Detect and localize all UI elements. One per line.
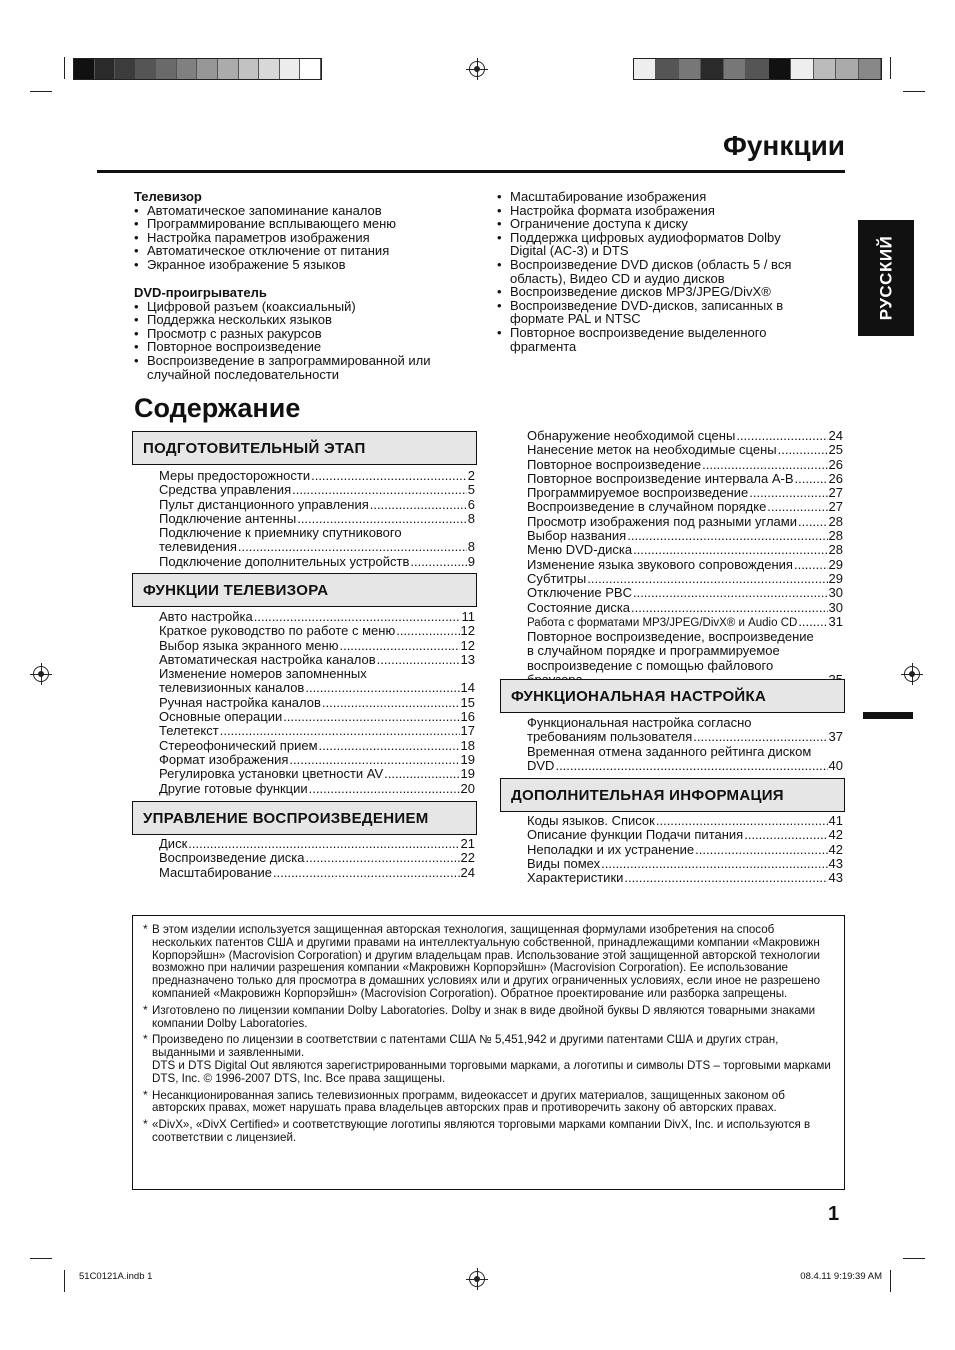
section-header-playback: УПРАВЛЕНИЕ ВОСПРОИЗВЕДЕНИЕМ <box>132 801 477 835</box>
crop-mark <box>30 91 52 92</box>
legal-note: * Несанкционированная запись телевизионных программ, видеокассет и других материалов, защищенных законом об авторских правах, может нарушать права владельцев авторских прав и противоречить закону об авторских правах. <box>143 1087 785 1115</box>
toc-entry: Временная отмена заданного рейтинга диском <box>527 743 812 759</box>
toc-entry-title: требованиям пользователя <box>527 729 693 745</box>
color-swatch <box>701 59 723 79</box>
feature-item-continued: область), Видео CD и аудио дисков <box>510 270 725 286</box>
crop-mark <box>64 57 65 79</box>
legal-note: * Произведено по лицензии в соответствии с патентами США № 5,451,942 и другими патентами США и других стран, выданными и заявленными. <box>143 1032 779 1060</box>
toc-entry-title: Регулировка установки цветности AV <box>159 766 384 782</box>
feature-item-continued: формате PAL и NTSC <box>510 311 641 327</box>
color-swatch <box>136 59 157 79</box>
color-swatch <box>74 59 95 79</box>
toc-entry-title: Изменение языка звукового сопровождения <box>527 556 793 572</box>
toc-entry-page: 40 <box>828 757 843 773</box>
toc-entry-title: Подключение дополнительных устройств <box>159 553 410 569</box>
toc-leader-dots <box>377 653 460 667</box>
toc-entry-title: Краткое руководство по работе с меню <box>159 623 396 639</box>
feature-item: • Воспроизведение DVD дисков (область 5 / вся <box>497 258 842 272</box>
features-dvd <box>134 286 479 381</box>
toc-entry <box>527 515 843 529</box>
color-swatch <box>115 59 136 79</box>
feature-item: • Ограничение доступа к диску <box>497 217 842 231</box>
toc-leader-dots <box>702 458 827 472</box>
toc-leader-dots <box>798 515 828 529</box>
toc-entry-title: Отключение PBC <box>527 585 632 601</box>
toc-entry-page: 31 <box>828 613 843 629</box>
color-swatch <box>791 59 813 79</box>
toc-leader-dots <box>767 500 827 514</box>
toc-entry <box>159 483 475 497</box>
color-swatch <box>280 59 301 79</box>
toc-leader-dots <box>254 610 461 624</box>
toc-entry-title: Описание функции Подачи питания <box>527 827 744 843</box>
color-swatch <box>239 59 260 79</box>
color-swatch <box>836 59 858 79</box>
toc-leader-dots <box>273 866 460 880</box>
toc-list-tv <box>159 610 475 796</box>
toc-entry <box>159 724 475 738</box>
registration-mark-icon <box>469 61 485 77</box>
section-header-extra: ДОПОЛНИТЕЛЬНАЯ ИНФОРМАЦИЯ <box>500 778 845 812</box>
feature-item: • Программирование всплывающего меню <box>134 217 474 231</box>
toc-entry-title: телевизионных каналов <box>159 680 305 696</box>
toc-leader-dots <box>322 696 460 710</box>
toc-entry-page: 12 <box>460 637 475 653</box>
toc-entry <box>159 512 475 526</box>
toc-entry-title: Автоматическая настройка каналов <box>159 651 376 667</box>
features-tv-heading: Телевизор <box>134 189 202 204</box>
toc-leader-dots <box>693 730 827 744</box>
crop-mark <box>903 1258 925 1259</box>
toc-entry-title: Обнаружение необходимой сцены <box>527 428 736 443</box>
toc-entry <box>527 828 843 842</box>
toc-leader-dots <box>188 837 459 851</box>
feature-item: • Цифровой разъем (коаксиальный) <box>134 300 479 314</box>
toc-entry <box>159 753 475 767</box>
toc-entry <box>159 498 475 512</box>
toc-entry-page: 24 <box>460 864 475 880</box>
toc-entry <box>159 837 475 851</box>
color-swatch <box>218 59 239 79</box>
color-swatch <box>656 59 678 79</box>
toc-entry <box>527 814 843 828</box>
feature-item: • Экранное изображение 5 языков <box>134 258 474 272</box>
toc-entry <box>527 871 843 885</box>
legal-note: * Изготовлено по лицензии компании Dolby Laboratories. Dolby и знак в виде двойной буквы D являются товарными знаками компании Dolby Laboratories. <box>143 1002 816 1030</box>
feature-item-continued: фрагмента <box>510 338 577 354</box>
toc-entry <box>159 653 475 667</box>
toc-entry-title: Ручная настройка каналов <box>159 694 321 710</box>
toc-entry-page: 2 <box>467 468 475 483</box>
toc-leader-dots <box>384 767 459 781</box>
color-swatch <box>177 59 198 79</box>
toc-leader-dots <box>410 555 466 569</box>
toc-entry <box>527 730 843 744</box>
toc-entry-page: 8 <box>467 539 475 555</box>
feature-item: • Автоматическое отключение от питания <box>134 244 474 258</box>
section-header-tv: ФУНКЦИИ ТЕЛЕВИЗОРА <box>132 573 477 607</box>
crop-mark <box>64 1270 65 1292</box>
color-swatch <box>634 59 656 79</box>
crop-mark <box>903 91 925 92</box>
toc-entry: Повторное воспроизведение, воспроизведение <box>527 629 814 645</box>
color-swatch <box>300 59 321 79</box>
feature-item: • Поддержка нескольких языков <box>134 313 479 327</box>
features-dvd-heading: DVD-проигрыватель <box>134 285 267 300</box>
toc-leader-dots <box>695 843 827 857</box>
toc-entry-page: 26 <box>828 470 843 486</box>
toc-entry-title: Виды помех <box>527 855 601 871</box>
toc-entry <box>527 759 843 773</box>
toc-leader-dots <box>311 469 467 483</box>
color-swatch <box>814 59 836 79</box>
feature-item-continued: Digital (AC-3) и DTS <box>510 243 629 259</box>
toc-entry-page: 30 <box>828 585 843 601</box>
toc-entry <box>159 739 475 753</box>
toc-entry <box>159 681 475 695</box>
toc-entry <box>159 639 475 653</box>
toc-entry-title: Коды языков. Список <box>527 813 655 828</box>
toc-entry-page: 18 <box>460 737 475 753</box>
toc-entry-title: Состояние диска <box>527 599 631 615</box>
feature-item: • Настройка формата изображения <box>497 204 842 218</box>
toc-entry-page: 21 <box>460 836 475 851</box>
section-header-funcsetup: ФУНКЦИОНАЛЬНАЯ НАСТРОЙКА <box>500 679 845 713</box>
feature-item: • Настройка параметров изображения <box>134 231 474 245</box>
toc-title: Содержание <box>134 393 301 423</box>
toc-entry <box>527 558 843 572</box>
toc-entry: в случайном порядке и программируемое <box>527 643 780 659</box>
toc-entry-title: Воспроизведение в случайном порядке <box>527 499 767 515</box>
registration-mark-icon <box>469 1271 485 1287</box>
toc-leader-dots <box>220 724 460 738</box>
toc-list-playback-cont <box>527 429 843 687</box>
toc-entry-title: Повторное воспроизведение интервала A-B <box>527 470 794 486</box>
toc-entry-title: телевидения <box>159 539 237 555</box>
toc-leader-dots <box>370 498 467 512</box>
toc-entry <box>159 710 475 724</box>
toc-entry <box>527 486 843 500</box>
toc-entry <box>159 624 475 638</box>
color-swatch <box>679 59 701 79</box>
toc-entry <box>159 866 475 880</box>
toc-leader-dots <box>289 753 459 767</box>
toc-entry-page: 5 <box>467 482 475 498</box>
toc-entry-page: 28 <box>828 528 843 544</box>
toc-entry-page: 43 <box>828 870 843 886</box>
toc-entry-page: 28 <box>828 513 843 529</box>
toc-leader-dots <box>624 871 827 885</box>
page-number: 1 <box>828 1203 840 1225</box>
toc-entry-title: Авто настройка <box>159 609 253 624</box>
toc-entry-page: 20 <box>460 780 475 796</box>
crop-mark <box>890 1270 891 1292</box>
toc-entry-page: 37 <box>828 729 843 745</box>
toc-entry-title: Масштабирование <box>159 864 273 880</box>
toc-entry <box>527 429 843 443</box>
toc-entry <box>527 458 843 472</box>
features-tv <box>134 190 474 272</box>
color-swatch <box>769 59 791 79</box>
toc-entry <box>527 615 843 630</box>
toc-leader-dots <box>238 540 467 554</box>
language-tab <box>858 220 914 336</box>
toc-entry-title: Нанесение меток на необходимые сцены <box>527 442 777 458</box>
legal-note: * «DivX», «DivX Certified» и соответствующие логотипы являются торговыми марками компании DivX, Inc. и используются в соответствии с лицензией. <box>143 1117 811 1144</box>
color-calibration-bar-right <box>633 58 882 80</box>
toc-list-funcsetup <box>527 716 843 773</box>
legal-note: DTS и DTS Digital Out являются зарегистрированными торговыми марками, а логотипы и символы DTS – торговыми марками DTS, Inc. © 1996-2007 DTS, Inc. Все права защищены. <box>152 1058 831 1085</box>
toc-leader-dots <box>396 624 459 638</box>
toc-entry-title: Работа с форматами MP3/JPEG/DivX® и Audio CD <box>527 616 798 629</box>
registration-mark-icon <box>33 666 49 682</box>
toc-entry <box>527 500 843 514</box>
color-swatch <box>197 59 218 79</box>
toc-entry-page: 11 <box>461 609 475 624</box>
toc-leader-dots <box>305 681 459 695</box>
feature-item: • Воспроизведение дисков MP3/JPEG/DivX® <box>497 285 842 299</box>
toc-entry-page: 24 <box>828 428 843 443</box>
toc-leader-dots <box>319 739 460 753</box>
toc-entry <box>159 555 475 569</box>
toc-entry-page: 28 <box>828 542 843 558</box>
toc-entry-page: 14 <box>460 680 475 696</box>
toc-entry-title: Меры предосторожности <box>159 468 311 483</box>
color-swatch <box>724 59 746 79</box>
color-swatch <box>859 59 881 79</box>
toc-leader-dots <box>297 512 467 526</box>
toc-leader-dots <box>656 814 828 828</box>
toc-entry-title: Телетекст <box>159 723 219 739</box>
toc-leader-dots <box>631 601 828 615</box>
toc-entry-page: 26 <box>828 456 843 472</box>
toc-entry-page: 19 <box>460 766 475 782</box>
feature-item: • Автоматическое запоминание каналов <box>134 204 474 218</box>
toc-entry-title: Меню DVD-диска <box>527 542 633 558</box>
toc-entry-page: 6 <box>467 496 475 512</box>
toc-entry <box>527 572 843 586</box>
toc-leader-dots <box>309 782 460 796</box>
crop-mark <box>30 1258 52 1259</box>
toc-entry-page: 27 <box>828 499 843 515</box>
toc-entry-title: Диск <box>159 836 188 851</box>
toc-entry-title: DVD <box>527 757 555 773</box>
toc-entry-title: Повторное воспроизведение <box>527 456 702 472</box>
toc-entry <box>159 782 475 796</box>
toc-entry-title: Формат изображения <box>159 751 289 767</box>
toc-entry <box>159 851 475 865</box>
toc-entry-title: Пульт дистанционного управления <box>159 496 369 512</box>
registration-mark-icon <box>904 666 920 682</box>
toc-entry-title: Выбор языка экранного меню <box>159 637 339 653</box>
color-swatch <box>746 59 768 79</box>
toc-entry <box>159 696 475 710</box>
toc-leader-dots <box>601 857 827 871</box>
toc-entry-title: Стереофонический прием <box>159 737 318 753</box>
legal-note: * В этом изделии используется защищенная авторская технология, защищенная формулами изобретения на способ нескольких патентов США и другими правами на интеллектуальную собственной, принадлежащими компании «Макровижн Корпорэйшн» (Macrovision Corporation) и другим владельцам прав. Использование этой защищенной авторской технологии возможно при наличии разрешения компании «Макровижн Корпорэйшн» (Macrovision Corporation). Ее использование предназначено только для просмотра в домашних условиях или и других ограниченных условиях, если иное не разрешено компанией «Макровижн Корпорэйшн» (Macrovision Corporation). Обратное проектирование или разборка запрещены. <box>143 922 821 1000</box>
feature-item: • Повторное воспроизведение <box>134 340 479 354</box>
page-title: Функции <box>722 130 845 161</box>
feature-item: • Просмотр с разных ракурсов <box>134 327 479 341</box>
toc-leader-dots <box>736 429 827 443</box>
toc-entry-page: 29 <box>828 556 843 572</box>
toc-entry-page: 19 <box>460 751 475 767</box>
toc-entry-page: 15 <box>460 694 475 710</box>
toc-leader-dots <box>633 586 828 600</box>
toc-entry <box>159 540 475 554</box>
toc-entry-title: Субтитры <box>527 570 587 586</box>
toc-entry <box>527 543 843 557</box>
feature-item: • Воспроизведение DVD-дисков, записанных в <box>497 299 842 313</box>
toc-entry-page: 17 <box>460 723 475 739</box>
toc-entry <box>527 601 843 615</box>
side-marker <box>863 712 913 719</box>
toc-entry-title: Другие готовые функции <box>159 780 308 796</box>
toc-entry-page: 27 <box>828 485 843 501</box>
toc-entry <box>159 610 475 624</box>
toc-entry-title: Основные операции <box>159 709 283 725</box>
toc-entry-page: 13 <box>460 651 475 667</box>
toc-list-playback <box>159 837 475 880</box>
toc-entry-title: Средства управления <box>159 482 292 498</box>
toc-leader-dots <box>292 483 467 497</box>
toc-leader-dots <box>627 529 827 543</box>
toc-entry-title: Характеристики <box>527 870 624 886</box>
toc-entry <box>527 529 843 543</box>
toc-list-extra <box>527 814 843 885</box>
toc-entry-title: Просмотр изображения под разными углами <box>527 513 797 529</box>
feature-item: • Масштабирование изображения <box>497 190 842 204</box>
features-right <box>497 190 842 353</box>
toc-leader-dots <box>794 558 828 572</box>
feature-item-continued: случайной последовательности <box>147 366 340 382</box>
toc-entry-page: 29 <box>828 570 843 586</box>
toc-entry <box>159 469 475 483</box>
toc-entry <box>527 443 843 457</box>
feature-item: • Воспроизведение в запрограммированной или <box>134 354 479 368</box>
toc-entry-title: Программируемое воспроизведение <box>527 485 749 501</box>
toc-entry-page: 41 <box>828 813 843 828</box>
toc-entry <box>527 843 843 857</box>
toc-entry-page: 30 <box>828 599 843 615</box>
toc-entry-page: 43 <box>828 855 843 871</box>
toc-leader-dots <box>283 710 459 724</box>
toc-leader-dots <box>633 543 827 557</box>
toc-entry-page: 9 <box>467 553 475 569</box>
toc-entry-title: Подключение антенны <box>159 510 297 526</box>
color-swatch <box>259 59 280 79</box>
toc-entry: Функциональная настройка согласно <box>527 715 752 730</box>
toc-entry <box>159 767 475 781</box>
color-swatch <box>156 59 177 79</box>
toc-entry: воспроизведение с помощью файлового <box>527 657 774 673</box>
toc-entry-page: 22 <box>460 850 475 866</box>
toc-entry <box>527 586 843 600</box>
toc-entry-page: 42 <box>828 841 843 857</box>
footer-timestamp: 08.4.11 9:19:39 AM <box>800 1271 882 1282</box>
toc-entry-page: 25 <box>828 442 843 458</box>
toc-entry <box>527 857 843 871</box>
legal-notes-box <box>132 915 845 1190</box>
toc-entry-title: Воспроизведение диска <box>159 850 305 866</box>
toc-leader-dots <box>798 615 827 629</box>
toc-leader-dots <box>587 572 827 586</box>
toc-leader-dots <box>555 759 827 773</box>
toc-entry-title: Неполадки и их устранение <box>527 841 695 857</box>
footer-filename: 51C0121A.indb 1 <box>79 1271 153 1282</box>
toc-leader-dots <box>795 472 828 486</box>
feature-item: • Повторное воспроизведение выделенного <box>497 326 842 340</box>
toc-entry-page: 16 <box>460 709 475 725</box>
toc-entry-page: 42 <box>828 827 843 843</box>
toc-leader-dots <box>305 851 459 865</box>
toc-leader-dots <box>749 486 827 500</box>
toc-entry-title: Выбор названия <box>527 528 627 544</box>
color-swatch <box>95 59 116 79</box>
section-header-prep: ПОДГОТОВИТЕЛЬНЫЙ ЭТАП <box>132 431 477 465</box>
toc-entry: Подключение к приемнику спутникового <box>159 525 402 541</box>
color-calibration-bar-left <box>73 58 322 80</box>
title-rule <box>97 170 845 173</box>
toc-leader-dots <box>744 828 827 842</box>
toc-entry-page: 8 <box>467 510 475 526</box>
toc-leader-dots <box>339 639 459 653</box>
toc-entry: Изменение номеров запомненных <box>159 666 367 682</box>
language-tab-label: РУССКИЙ <box>876 235 895 321</box>
toc-entry <box>527 472 843 486</box>
toc-entry-page: 12 <box>460 623 475 639</box>
feature-item: • Поддержка цифровых аудиоформатов Dolby <box>497 231 842 245</box>
toc-list-prep <box>159 469 475 569</box>
crop-mark <box>890 57 891 79</box>
toc-leader-dots <box>778 443 828 457</box>
